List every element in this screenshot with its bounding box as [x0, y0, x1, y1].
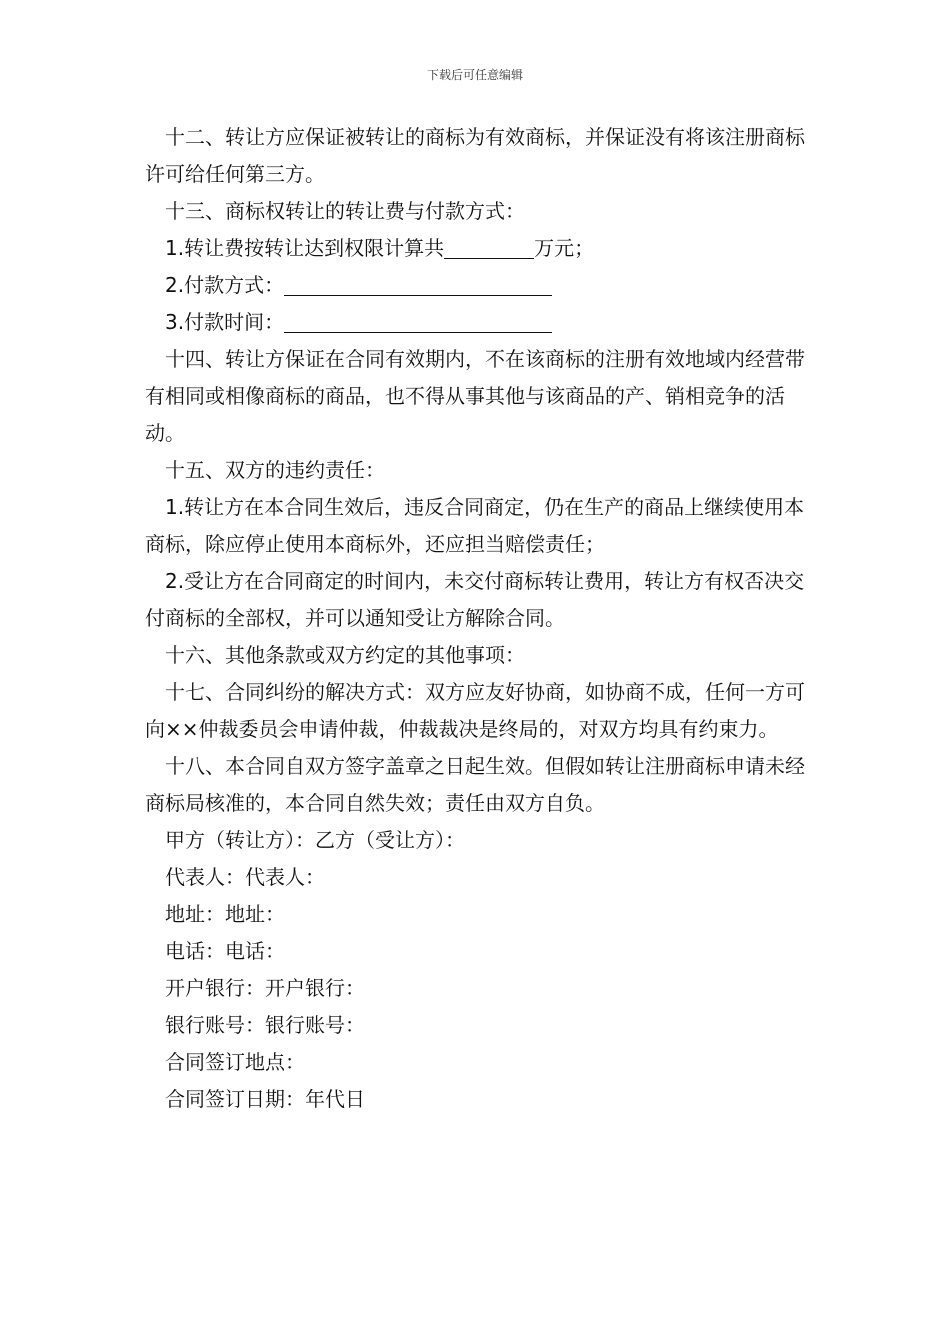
clause-13-item-1-suffix: 万元； — [534, 236, 595, 260]
signature-account: 银行账号：银行账号： — [165, 1013, 365, 1037]
signature-phone: 电话：电话： — [165, 939, 285, 963]
clause-12: 十二、转让方应保证被转让的商标为有效商标，并保证没有将该注册商标许可给任何第三方。 — [145, 125, 805, 186]
page-header: 下载后可任意编辑 — [426, 68, 523, 82]
clause-17: 十七、合同纠纷的解决方式：双方应友好协商，如协商不成，任何一方可向××仲裁委员会申请仲裁，仲裁裁决是终局的，对双方均具有约束力。 — [145, 680, 805, 741]
clause-13-item-1 — [145, 230, 810, 267]
contract-body — [145, 119, 810, 1118]
clause-13-item-1-prefix: 1.转让费按转让达到权限计算共 — [165, 236, 445, 260]
payment-method-blank — [284, 273, 552, 296]
signature-date: 合同签订日期：年代日 — [165, 1087, 365, 1111]
signature-parties: 甲方（转让方）：乙方（受让方）： — [165, 828, 465, 852]
clause-15-item-2: 2.受让方在合同商定的时间内，未交付商标转让费用，转让方有权否决交付商标的全部权，并可以通知受让方解除合同。 — [145, 569, 805, 630]
clause-16: 十六、其他条款或双方约定的其他事项： — [165, 643, 525, 667]
signature-address: 地址：地址： — [165, 902, 285, 926]
clause-15-item-1: 1.转让方在本合同生效后，违反合同商定，仍在生产的商品上继续使用本商标，除应停止使用本商标外，还应担当赔偿责任； — [145, 495, 805, 556]
clause-13: 十三、商标权转让的转让费与付款方式： — [165, 199, 525, 223]
clause-18: 十八、本合同自双方签字盖章之日起生效。但假如转让注册商标申请未经商标局核准的，本合同自然失效；责任由双方自负。 — [145, 754, 805, 815]
signature-bank: 开户银行：开户银行： — [165, 976, 365, 1000]
clause-13-item-3 — [145, 304, 810, 341]
clause-14: 十四、转让方保证在合同有效期内，不在该商标的注册有效地域内经营带有相同或相像商标的商品，也不得从事其他与该商品的产、销相竞争的活动。 — [145, 347, 805, 445]
signature-representative: 代表人：代表人： — [165, 865, 325, 889]
clause-13-item-3-prefix: 3.付款时间： — [165, 310, 285, 334]
clause-13-item-2-prefix: 2.付款方式： — [165, 273, 285, 297]
fee-amount-blank — [444, 236, 534, 259]
clause-15: 十五、双方的违约责任： — [165, 458, 385, 482]
payment-time-blank — [284, 310, 552, 333]
signature-place: 合同签订地点： — [165, 1050, 305, 1074]
clause-13-item-2 — [145, 267, 810, 304]
